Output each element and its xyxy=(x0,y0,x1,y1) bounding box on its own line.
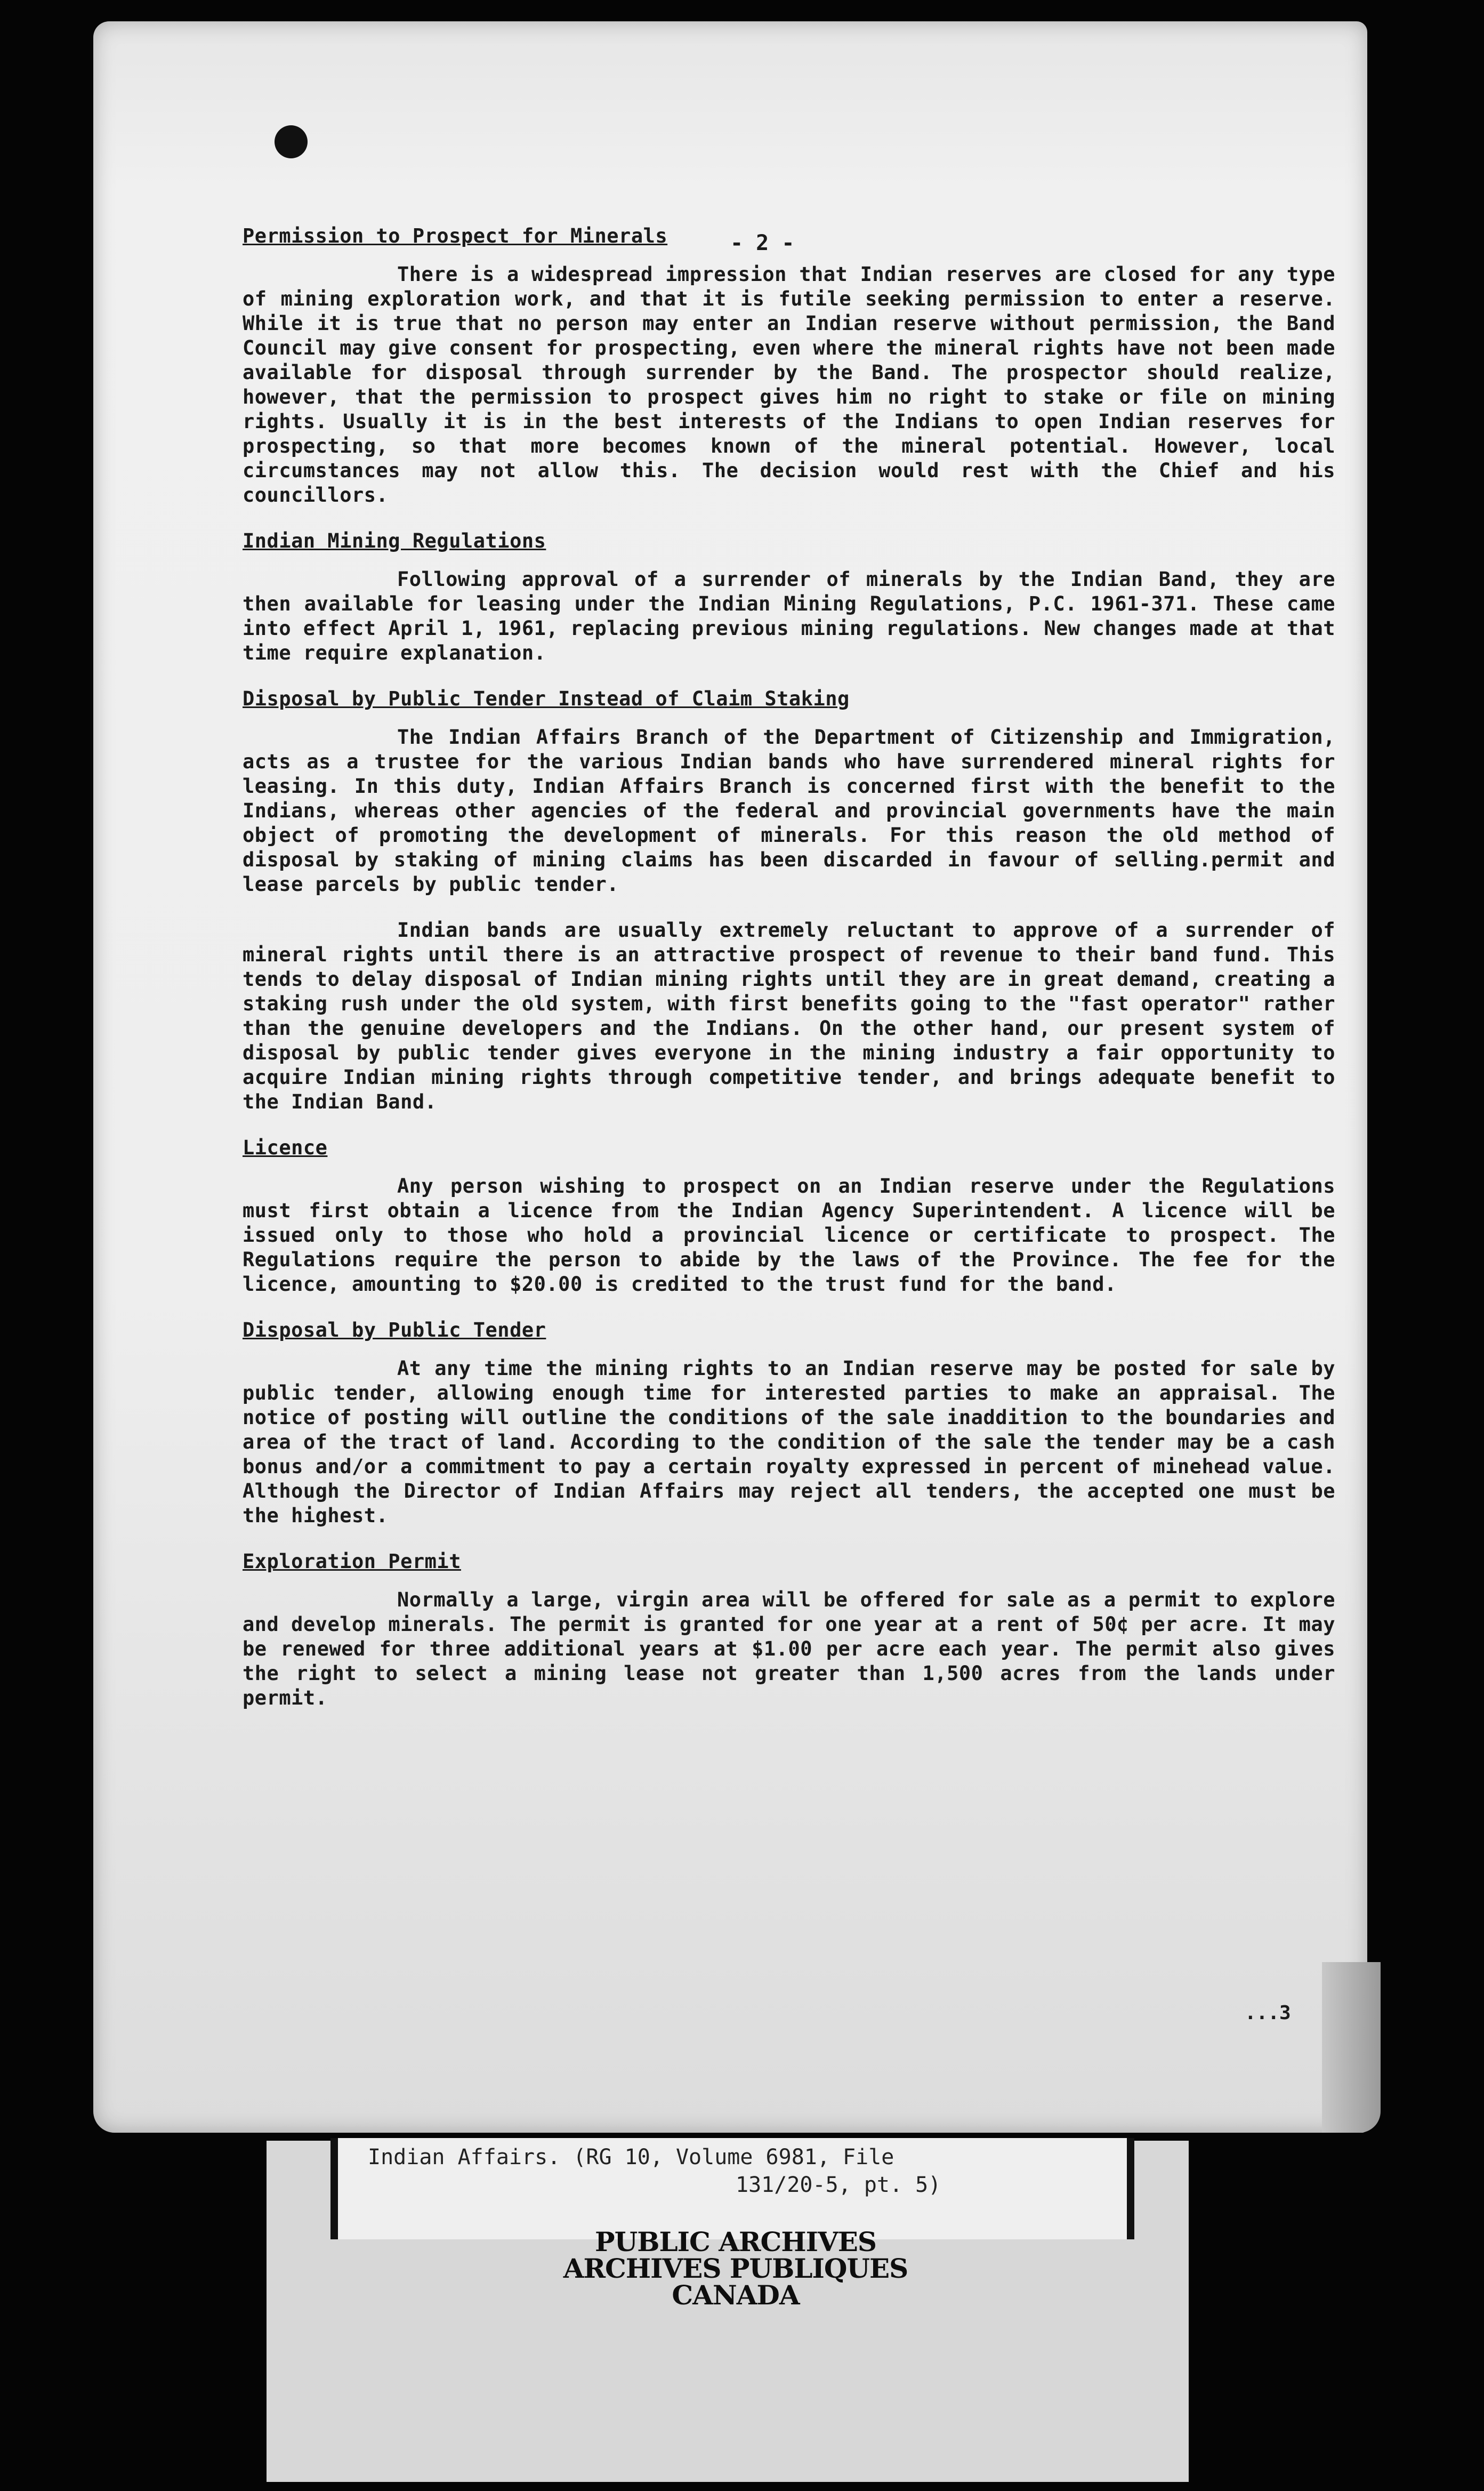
section-exploration-permit xyxy=(243,1549,1335,1710)
section-heading: Disposal by Public Tender xyxy=(243,1319,546,1341)
section-disposal-instead-of-staking xyxy=(243,687,1335,1114)
page-number: - 2 - xyxy=(730,231,795,255)
section-licence xyxy=(243,1136,1335,1297)
paragraph: Indian bands are usually extremely reluctant to approve of a surrender of mineral rights until there is an attractive prospect of revenue to their band fund. This tends to delay disposal of Indian mining rights until they are in great demand, creating a staking rush under the old system, with first benefits going to the "fast operator" rather than the genuine developers and the Indians. On the other hand, our present system of disposal by public tender gives everyone in the mining industry a fair opportunity to acquire Indian mining rights through competitive tender, and brings adequate benefit to the Indian Band. xyxy=(243,919,1335,1113)
stamp-line-2: ARCHIVES PUBLIQUES xyxy=(563,2253,908,2284)
document-body xyxy=(243,224,1335,1732)
paragraph: There is a widespread impression that Indian reserves are closed for any type of mining exploration work, and that it is futile seeking permission to enter a reserve. While it is true that no person may enter an Indian reserve without permission, the Band Council may give consent for prospecting, even where the mineral rights have not been made available for disposal through surrender by the Band. The prospector should realize, however, that the permission to prospect gives him no right to stake or file on mining rights. Usually it is in the best interests of the Indians to open Indian reserves for prospecting, so that more becomes known of the mineral potential. However, local circumstances may not allow this. The decision would rest with the Chief and his councillors. xyxy=(243,263,1335,507)
section-heading: Permission to Prospect for Minerals xyxy=(243,224,668,247)
section-permission-to-prospect xyxy=(243,224,1335,508)
section-heading: Licence xyxy=(243,1136,328,1159)
punch-hole xyxy=(275,125,308,158)
section-heading: Disposal by Public Tender Instead of Claim Staking xyxy=(243,687,850,710)
section-disposal-by-public-tender xyxy=(243,1318,1335,1528)
citation-line-2: 131/20-5, pt. 5) xyxy=(736,2173,941,2197)
paragraph: Any person wishing to prospect on an Indian reserve under the Regulations must first obtain a licence from the Indian Agency Superintendent. A licence will be issued only to those who hold a provincial licence or certificate to prospect. The Regulations require the person to abide by the laws of the Province. The fee for the licence, amounting to $20.00 is credited to the trust fund for the band. xyxy=(243,1175,1335,1296)
section-heading: Exploration Permit xyxy=(243,1550,461,1573)
archives-stamp xyxy=(480,2226,991,2311)
paragraph: The Indian Affairs Branch of the Department of Citizenship and Immigration, acts as a trustee for the various Indian bands who have surrendered mineral rights for leasing. In this duty, Indian Affairs Branch is concerned first with the benefit to the Indians, whereas other agencies of the federal and provincial governments have the main object of promoting the development of minerals. For this reason the old method of disposal by staking of mining claims has been discarded in favour of selling.permit and lease parcels by public tender. xyxy=(243,726,1335,896)
continuation-marker: ...3 xyxy=(1245,2002,1291,2024)
archive-citation xyxy=(368,2143,941,2199)
paragraph: Following approval of a surrender of minerals by the Indian Band, they are then available for leasing under the Indian Mining Regulations, P.C. 1961-371. These came into effect April 1, 1961, replacing previous mining regulations. New changes made at that time require explanation. xyxy=(243,568,1335,664)
page-curl-edge xyxy=(1322,1962,1381,2133)
citation-line-1: Indian Affairs. (RG 10, Volume 6981, File xyxy=(368,2145,894,2169)
paragraph: Normally a large, virgin area will be offered for sale as a permit to explore and develop minerals. The permit is granted for one year at a rent of 50¢ per acre. It may be renewed for three additional years at $1.00 per acre each year. The permit also gives the right to select a mining lease not greater than 1,500 acres from the lands under permit. xyxy=(243,1588,1335,1709)
stamp-line-1: PUBLIC ARCHIVES xyxy=(595,2226,876,2257)
stamp-line-3: CANADA xyxy=(672,2279,800,2311)
paragraph: At any time the mining rights to an Indian reserve may be posted for sale by public tender, allowing enough time for interested parties to make an appraisal. The notice of posting will outline the conditions of the sale inaddition to the boundaries and area of the tract of land. According to the condition of the sale the tender may be a cash bonus and/or a commitment to pay a certain royalty expressed in percent of minehead value. Although the Director of Indian Affairs may reject all tenders, the accepted one must be the highest. xyxy=(243,1357,1335,1527)
section-indian-mining-regulations xyxy=(243,529,1335,665)
section-heading: Indian Mining Regulations xyxy=(243,529,546,552)
